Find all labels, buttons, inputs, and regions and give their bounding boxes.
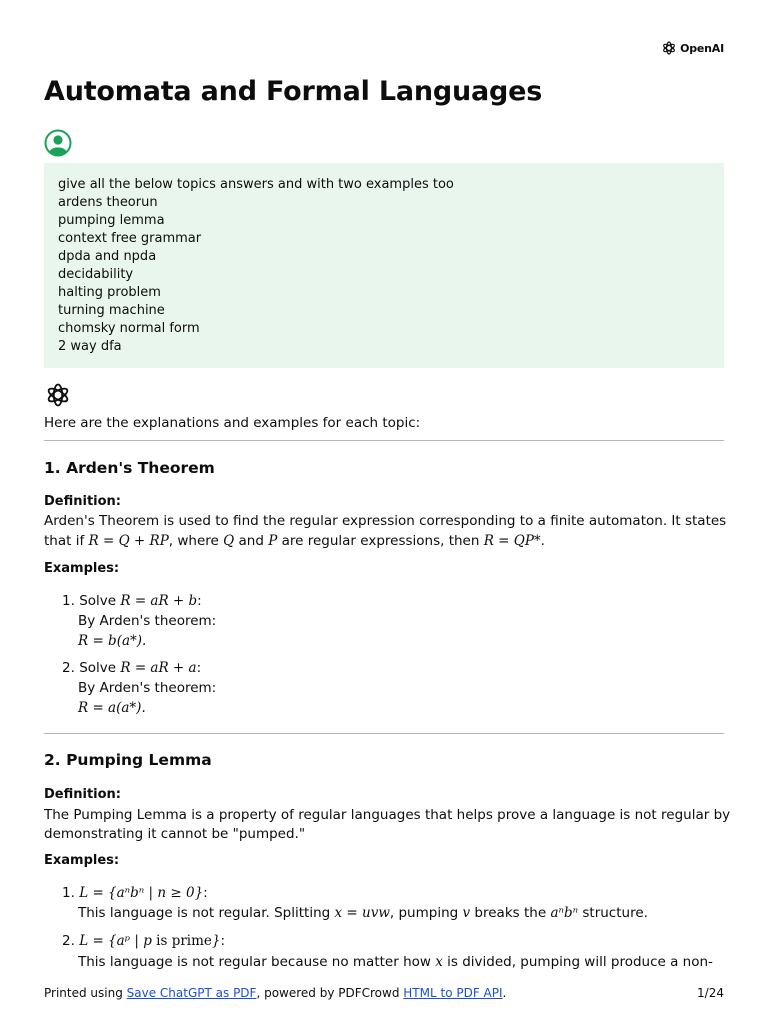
prompt-line: pumping lemma bbox=[58, 213, 165, 228]
page-number: 1/24 bbox=[697, 986, 724, 1000]
text: and bbox=[234, 533, 269, 549]
math-text: is prime bbox=[151, 933, 212, 949]
math-var: P bbox=[268, 533, 278, 549]
section-heading: 2. Pumping Lemma bbox=[44, 751, 212, 769]
list-item bbox=[62, 659, 201, 678]
list-number: 2. bbox=[62, 660, 75, 676]
prompt-line: decidability bbox=[58, 267, 134, 282]
definition-label: Definition: bbox=[44, 494, 122, 509]
list-item bbox=[62, 932, 225, 951]
definition-text: Arden's Theorem is used to find the regular expression corresponding to a finite automaton. It states bbox=[44, 513, 727, 529]
divider bbox=[44, 440, 724, 441]
section-heading: 1. Arden's Theorem bbox=[44, 459, 215, 477]
footer-text: Printed using bbox=[44, 986, 127, 1000]
math-formula: R = aR + a bbox=[120, 660, 197, 676]
math-formula: R = Q + RP bbox=[88, 533, 169, 549]
math-var: v bbox=[462, 905, 471, 921]
text: , pumping bbox=[389, 905, 463, 921]
prompt-line: halting problem bbox=[58, 285, 161, 300]
math-var: x bbox=[435, 954, 443, 970]
math-formula: L = {aᵖ | bbox=[79, 933, 144, 949]
list-number: 1. bbox=[62, 885, 75, 901]
text: structure. bbox=[578, 905, 648, 921]
list-number: 2. bbox=[62, 933, 75, 949]
list-item bbox=[62, 592, 202, 611]
text: This language is not regular because no matter how bbox=[78, 954, 436, 970]
math-formula: x = uvw bbox=[334, 905, 390, 921]
text: that if bbox=[44, 533, 89, 549]
user-prompt bbox=[44, 163, 724, 368]
list-item bbox=[62, 884, 208, 903]
list-item-text bbox=[78, 953, 713, 972]
text: : bbox=[196, 660, 202, 676]
text: : bbox=[220, 933, 226, 949]
text: . bbox=[540, 533, 545, 549]
text: : bbox=[203, 885, 208, 901]
prompt-line: context free grammar bbox=[58, 231, 202, 246]
examples-label: Examples: bbox=[44, 561, 120, 576]
footer-text: , powered by PDFCrowd bbox=[256, 986, 404, 1000]
math-formula: R = QP* bbox=[483, 533, 541, 549]
math-formula: R = a(a*). bbox=[78, 700, 146, 716]
text: : bbox=[197, 593, 202, 609]
footer-text: . bbox=[502, 986, 507, 1000]
text: Solve bbox=[79, 660, 121, 676]
text: breaks the bbox=[470, 905, 551, 921]
math-formula: aⁿbⁿ bbox=[550, 905, 579, 921]
list-item-text: By Arden's theorem: bbox=[78, 680, 217, 696]
text: Solve bbox=[79, 593, 121, 609]
math-formula: R = b(a*). bbox=[78, 633, 147, 649]
brand-name: OpenAI bbox=[680, 41, 724, 55]
examples-label: Examples: bbox=[44, 853, 120, 868]
answer-intro: Here are the explanations and examples for each topic: bbox=[44, 415, 421, 431]
prompt-line: turning machine bbox=[58, 303, 165, 318]
text: This language is not regular. Splitting bbox=[78, 905, 335, 921]
definition-text bbox=[44, 532, 545, 551]
text: is divided, pumping will produce a non- bbox=[442, 954, 713, 970]
math-var: Q bbox=[223, 533, 235, 549]
save-chatgpt-link[interactable]: Save ChatGPT as PDF bbox=[126, 986, 257, 1000]
divider bbox=[44, 733, 724, 734]
html-to-pdf-link[interactable]: HTML to PDF API bbox=[403, 986, 503, 1000]
openai-logo-icon bbox=[661, 40, 677, 56]
openai-brand bbox=[661, 40, 724, 56]
user-avatar-icon bbox=[44, 129, 72, 157]
definition-text: The Pumping Lemma is a property of regular languages that helps prove a language is not regular by bbox=[44, 807, 731, 823]
text: are regular expressions, then bbox=[277, 533, 484, 549]
prompt-line: dpda and npda bbox=[58, 249, 157, 264]
text: , where bbox=[168, 533, 224, 549]
list-item-text: By Arden's theorem: bbox=[78, 613, 217, 629]
footer bbox=[44, 986, 506, 1000]
list-item-text bbox=[78, 904, 648, 923]
chatgpt-logo-icon bbox=[44, 381, 72, 409]
list-number: 1. bbox=[62, 593, 75, 609]
math-formula: R = aR + b bbox=[120, 593, 198, 609]
prompt-line: give all the below topics answers and with two examples too bbox=[58, 177, 454, 192]
math-var: p bbox=[143, 933, 152, 949]
definition-text: demonstrating it cannot be "pumped." bbox=[44, 826, 306, 842]
prompt-line: 2 way dfa bbox=[58, 339, 122, 354]
prompt-line: chomsky normal form bbox=[58, 321, 200, 336]
page-title: Automata and Formal Languages bbox=[44, 76, 543, 107]
math-formula: } bbox=[211, 933, 221, 949]
prompt-line: ardens theorun bbox=[58, 195, 158, 210]
definition-label: Definition: bbox=[44, 787, 122, 802]
math-formula: L = {aⁿbⁿ | n ≥ 0} bbox=[79, 885, 204, 901]
